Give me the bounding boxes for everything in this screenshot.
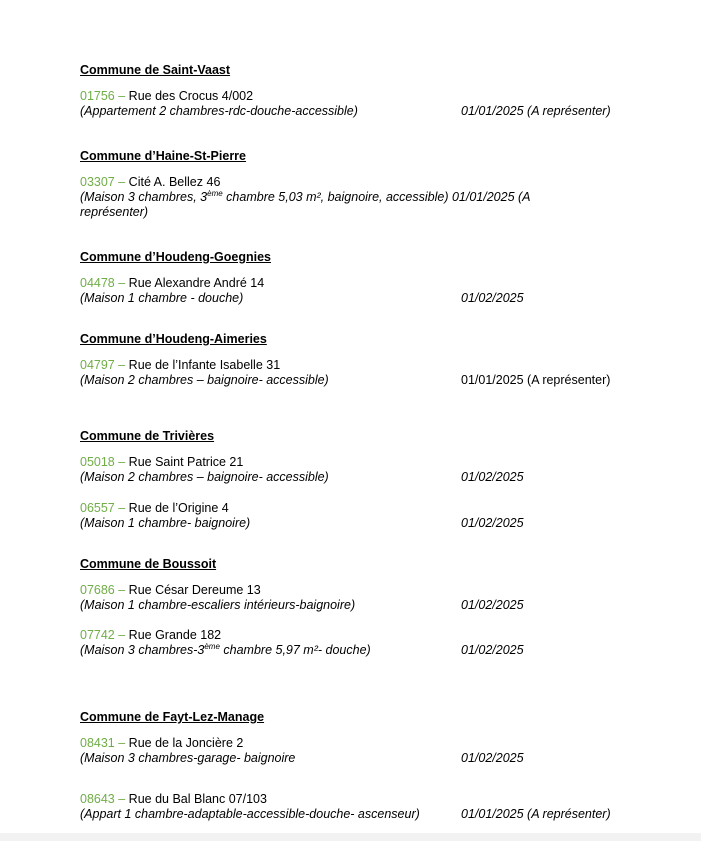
listing-separator: – — [114, 358, 129, 372]
listing-address: Rue des Crocus 4/002 — [128, 89, 254, 103]
listing-description: (Maison 1 chambre- baignoire) — [80, 516, 251, 530]
desc-part: (Maison 3 chambres, 3 — [80, 190, 208, 204]
listing-line — [80, 358, 280, 373]
listing-line — [80, 792, 267, 807]
listing-line — [80, 583, 261, 598]
listing-code: 08431 — [80, 736, 115, 750]
listing-code: 05018 — [80, 455, 115, 469]
listing-line — [80, 455, 243, 470]
listing-separator: – — [114, 583, 129, 597]
listing-address: Rue du Bal Blanc 07/103 — [128, 792, 267, 806]
section-heading: Commune de Fayt-Lez-Manage — [80, 710, 265, 724]
listing-separator: – — [114, 736, 129, 750]
listing-date: 01/02/2025 — [461, 291, 524, 305]
desc-part: chambre 5,03 m², baignoire, accessible) 01/01/2025 (A représenter) — [80, 190, 531, 219]
listing-date: 01/01/2025 (A représenter) — [461, 807, 611, 821]
listing-address: Rue de la Joncière 2 — [128, 736, 244, 750]
listing-address: Rue Saint Patrice 21 — [128, 455, 244, 469]
listing-date: 01/02/2025 — [461, 470, 524, 484]
listing-line — [80, 175, 220, 190]
listing-description — [80, 190, 560, 220]
listing-date: 01/02/2025 — [461, 516, 524, 530]
listing-line — [80, 501, 229, 516]
listing-code: 07742 — [80, 628, 115, 642]
listing-code: 04478 — [80, 276, 115, 290]
listing-description: (Maison 2 chambres – baignoire- accessible) — [80, 373, 329, 387]
listing-code: 07686 — [80, 583, 115, 597]
listing-address: Cité A. Bellez 46 — [128, 175, 221, 189]
listing-date: 01/02/2025 — [461, 751, 524, 765]
listing-address: Rue de l’Origine 4 — [128, 501, 229, 515]
listing-date: 01/01/2025 (A représenter) — [461, 373, 611, 387]
listing-separator: – — [114, 175, 129, 189]
listing-description — [80, 643, 371, 658]
listing-description: (Maison 1 chambre-escaliers intérieurs-baignoire) — [80, 598, 356, 612]
listing-line — [80, 276, 264, 291]
listing-line — [80, 89, 253, 104]
listing-address: Rue César Dereume 13 — [128, 583, 261, 597]
listing-line — [80, 736, 243, 751]
listing-code: 06557 — [80, 501, 115, 515]
listing-description: (Appart 1 chambre-adaptable-accessible-douche- ascenseur) — [80, 807, 420, 821]
listing-line — [80, 628, 221, 643]
listing-date: 01/02/2025 — [461, 598, 524, 612]
listing-code: 03307 — [80, 175, 115, 189]
listing-separator: – — [114, 628, 129, 642]
listing-separator: – — [114, 792, 129, 806]
section-heading: Commune d’Houdeng-Goegnies — [80, 250, 271, 264]
section-heading: Commune d’Houdeng-Aimeries — [80, 332, 267, 346]
desc-superscript: ème — [204, 641, 220, 651]
listing-separator: – — [114, 501, 129, 515]
listing-description: (Maison 2 chambres – baignoire- accessible) — [80, 470, 329, 484]
listing-separator: – — [114, 276, 129, 290]
listing-address: Rue Grande 182 — [128, 628, 222, 642]
listing-description: (Maison 1 chambre - douche) — [80, 291, 244, 305]
listing-separator: – — [114, 455, 129, 469]
desc-part: chambre 5,97 m²- douche) — [219, 643, 371, 657]
listing-description: (Maison 3 chambres-garage- baignoire — [80, 751, 296, 765]
listing-separator: – — [114, 89, 129, 103]
listing-description: (Appartement 2 chambres-rdc-douche-accessible) — [80, 104, 358, 118]
section-heading: Commune d’Haine-St-Pierre — [80, 149, 247, 163]
desc-superscript: ème — [207, 188, 223, 198]
section-heading: Commune de Saint-Vaast — [80, 63, 231, 77]
listing-code: 08643 — [80, 792, 115, 806]
desc-part: (Maison 3 chambres-3 — [80, 643, 205, 657]
listing-code: 01756 — [80, 89, 115, 103]
listing-code: 04797 — [80, 358, 115, 372]
listing-date: 01/01/2025 (A représenter) — [461, 104, 611, 118]
section-heading: Commune de Boussoit — [80, 557, 217, 571]
section-heading: Commune de Trivières — [80, 429, 215, 443]
listing-address: Rue Alexandre André 14 — [128, 276, 265, 290]
listing-address: Rue de l’Infante Isabelle 31 — [128, 358, 281, 372]
listing-date: 01/02/2025 — [461, 643, 524, 657]
